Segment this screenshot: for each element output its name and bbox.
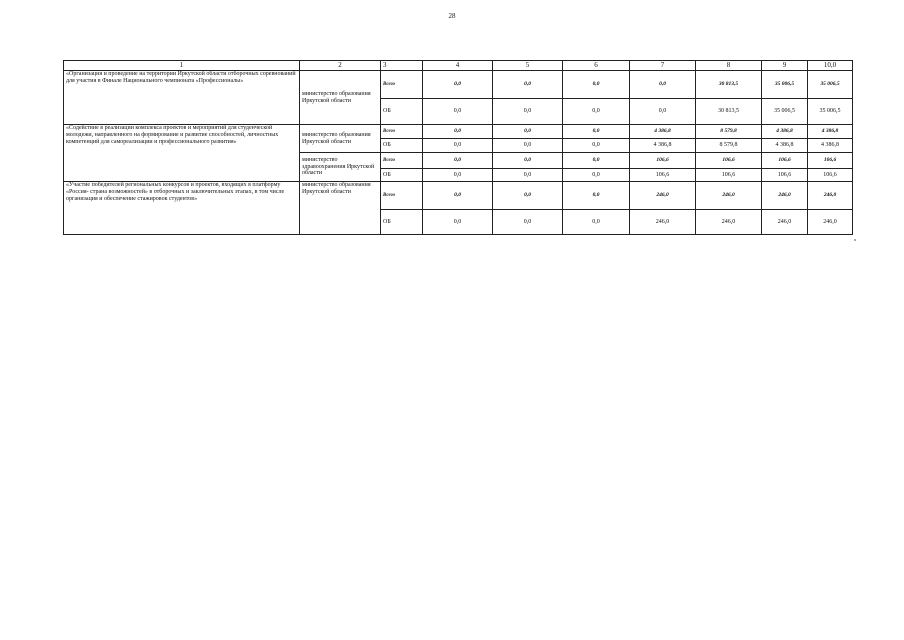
value-cell: 30 813,5 [696, 99, 762, 125]
table-row [64, 182, 853, 210]
value-cell: 246,0 [696, 210, 762, 235]
value-cell: 246,0 [630, 210, 696, 235]
value-cell: 106,6 [630, 169, 696, 182]
value-cell: 0,0 [493, 139, 563, 153]
value-cell: 4 386,8 [630, 125, 696, 139]
value-cell: 246,0 [696, 182, 762, 210]
responsible-organization: министерство образования Иркутской области [300, 182, 381, 235]
header-cell: 3 [381, 61, 423, 71]
value-cell: 0,0 [493, 125, 563, 139]
value-cell: 0,0 [493, 169, 563, 182]
value-cell: 35 006,5 [808, 99, 853, 125]
measure-description: «Организация и проведение на территории Иркутской области отборочных соревнований для участия в Финале Национального чемпионата «Профессионалы» [64, 71, 300, 125]
measure-description: «Участие победителей региональных конкурсов и проектов, входящих в платформу «Россия- страна возможностей» в отборочных и заключительных этапах, в том числе организация и обеспечение стажировок студентов» [64, 182, 300, 235]
closing-quote-mark: » [854, 238, 857, 243]
value-cell: 35 006,5 [762, 99, 808, 125]
value-cell: 4 386,8 [808, 125, 853, 139]
funding-type: ОБ [381, 169, 423, 182]
value-cell: 0,0 [423, 169, 493, 182]
value-cell: 35 006,5 [762, 71, 808, 99]
value-cell: 0,0 [423, 182, 493, 210]
funding-type: Всего [381, 153, 423, 169]
value-cell: 0,0 [493, 210, 563, 235]
value-cell: 0,0 [563, 182, 630, 210]
header-cell: 7 [630, 61, 696, 71]
value-cell: 106,6 [808, 169, 853, 182]
value-cell: 0,0 [493, 153, 563, 169]
value-cell: 0,0 [563, 99, 630, 125]
value-cell: 0,0 [423, 210, 493, 235]
value-cell: 0,0 [563, 210, 630, 235]
value-cell: 0,0 [423, 125, 493, 139]
value-cell: 35 006,5 [808, 71, 853, 99]
value-cell: 8 579,8 [696, 125, 762, 139]
header-cell: 2 [300, 61, 381, 71]
value-cell: 0,0 [563, 169, 630, 182]
budget-table [63, 60, 853, 235]
value-cell: 0,0 [563, 153, 630, 169]
value-cell: 4 386,8 [630, 139, 696, 153]
header-cell: 6 [563, 61, 630, 71]
value-cell: 30 813,5 [696, 71, 762, 99]
value-cell: 246,0 [808, 210, 853, 235]
value-cell: 0,0 [493, 99, 563, 125]
value-cell: 246,0 [762, 182, 808, 210]
value-cell: 246,0 [630, 182, 696, 210]
funding-type: ОБ [381, 139, 423, 153]
value-cell: 0,0 [563, 139, 630, 153]
header-cell: 8 [696, 61, 762, 71]
measure-description: «Содействие в реализации комплекса проектов и мероприятий для студенческой молодежи, направленного на формирование и развитие способностей, личностных компетенций для самореализации и профессионального развития» [64, 125, 300, 182]
responsible-organization: министерство образования Иркутской области [300, 125, 381, 153]
value-cell: 106,6 [762, 153, 808, 169]
funding-type: ОБ [381, 210, 423, 235]
value-cell: 4 386,8 [808, 139, 853, 153]
responsible-organization: министерство образования Иркутской области [300, 71, 381, 125]
table-row [64, 125, 853, 139]
header-cell: 5 [493, 61, 563, 71]
value-cell: 0,0 [563, 71, 630, 99]
value-cell: 8 579,8 [696, 139, 762, 153]
value-cell: 0,0 [423, 99, 493, 125]
value-cell: 246,0 [762, 210, 808, 235]
value-cell: 106,6 [696, 153, 762, 169]
value-cell: 0,0 [630, 71, 696, 99]
value-cell: 106,6 [630, 153, 696, 169]
value-cell: 0,0 [563, 125, 630, 139]
responsible-organization: министерство здравоохранения Иркутской области [300, 153, 381, 182]
page-number: 28 [448, 12, 456, 20]
funding-type: Всего [381, 182, 423, 210]
value-cell: 4 386,8 [762, 125, 808, 139]
value-cell: 106,6 [808, 153, 853, 169]
value-cell: 246,0 [808, 182, 853, 210]
value-cell: 106,6 [696, 169, 762, 182]
funding-type: ОБ [381, 99, 423, 125]
value-cell: 0,0 [423, 139, 493, 153]
header-row [64, 61, 853, 71]
value-cell: 0,0 [493, 182, 563, 210]
funding-type: Всего [381, 125, 423, 139]
value-cell: 0,0 [423, 153, 493, 169]
header-cell: 10,0 [808, 61, 853, 71]
value-cell: 106,6 [762, 169, 808, 182]
header-cell: 1 [64, 61, 300, 71]
value-cell: 0,0 [423, 71, 493, 99]
value-cell: 0,0 [630, 99, 696, 125]
header-cell: 9 [762, 61, 808, 71]
header-cell: 4 [423, 61, 493, 71]
value-cell: 0,0 [493, 71, 563, 99]
value-cell: 4 386,8 [762, 139, 808, 153]
funding-type: Всего [381, 71, 423, 99]
table-row [64, 71, 853, 99]
